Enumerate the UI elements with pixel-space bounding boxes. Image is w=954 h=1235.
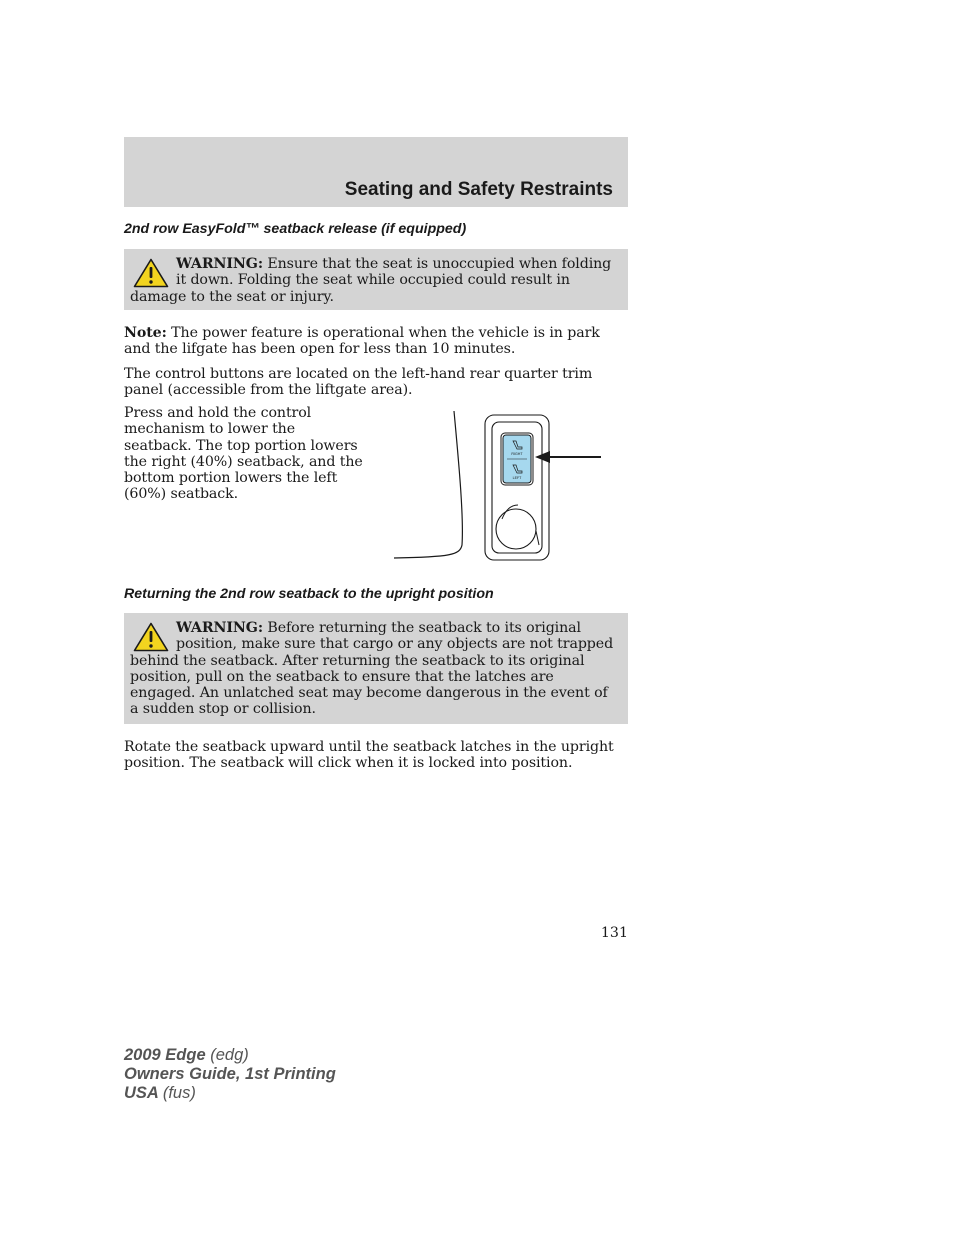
- footer-model-code: (edg): [210, 1046, 249, 1064]
- warning-box-folding: [124, 249, 628, 310]
- warning-text: Before returning the seatback to its original position, make sure that cargo or any objects are not trapped behind the seatback. After returning the seatback to its original position, pull on the seatback to ensure that the latches are engaged. An unlatched seat may become dangerous in the event of a sudden stop or collision.: [130, 620, 614, 718]
- note-text: The power feature is operational when the vehicle is in park and the lifgate has been open for less than 10 minutes.: [124, 325, 600, 358]
- page-number: 131: [600, 925, 628, 941]
- footer-line-model: [124, 1046, 336, 1065]
- section-heading-upright: Returning the 2nd row seatback to the upright position: [124, 586, 494, 602]
- footer-model: 2009 Edge: [124, 1046, 206, 1064]
- warning-triangle-icon: [133, 622, 169, 652]
- page-title: Seating and Safety Restraints: [344, 179, 613, 200]
- note-label: Note:: [124, 325, 167, 341]
- section-heading-easyfold: 2nd row EasyFold™ seatback release (if equipped): [124, 221, 467, 237]
- note-paragraph: [124, 325, 628, 358]
- section-header-band: [124, 137, 628, 207]
- warning-label: WARNING:: [176, 256, 263, 272]
- rotate-seatback-paragraph: Rotate the seatback upward until the seatback latches in the upright position. The seatback will click when it is locked into position.: [124, 739, 614, 772]
- document-footer: [124, 1046, 336, 1103]
- footer-market-code: (fus): [162, 1084, 196, 1102]
- footer-line-guide: Owners Guide, 1st Printing: [124, 1065, 336, 1083]
- footer-line-market: [124, 1084, 336, 1103]
- footer-market: USA: [124, 1084, 159, 1102]
- left-button-label: LEFT: [512, 476, 522, 480]
- press-hold-paragraph: Press and hold the control mechanism to lower the seatback. The top portion lowers the right (40%) seatback, and the bottom portion lowers the left (60%) seatback.: [124, 405, 363, 503]
- right-button-label: RIGHT: [511, 452, 523, 456]
- warning-box-returning: [124, 613, 628, 724]
- control-panel-illustration: [388, 405, 613, 567]
- warning-label: WARNING:: [176, 620, 263, 636]
- warning-text: Ensure that the seat is unoccupied when folding it down. Folding the seat while occupied could result in damage to the seat or injury.: [130, 256, 612, 305]
- control-location-paragraph: The control buttons are located on the left-hand rear quarter trim panel (accessible from the liftgate area).: [124, 366, 593, 399]
- warning-triangle-icon: [133, 258, 169, 288]
